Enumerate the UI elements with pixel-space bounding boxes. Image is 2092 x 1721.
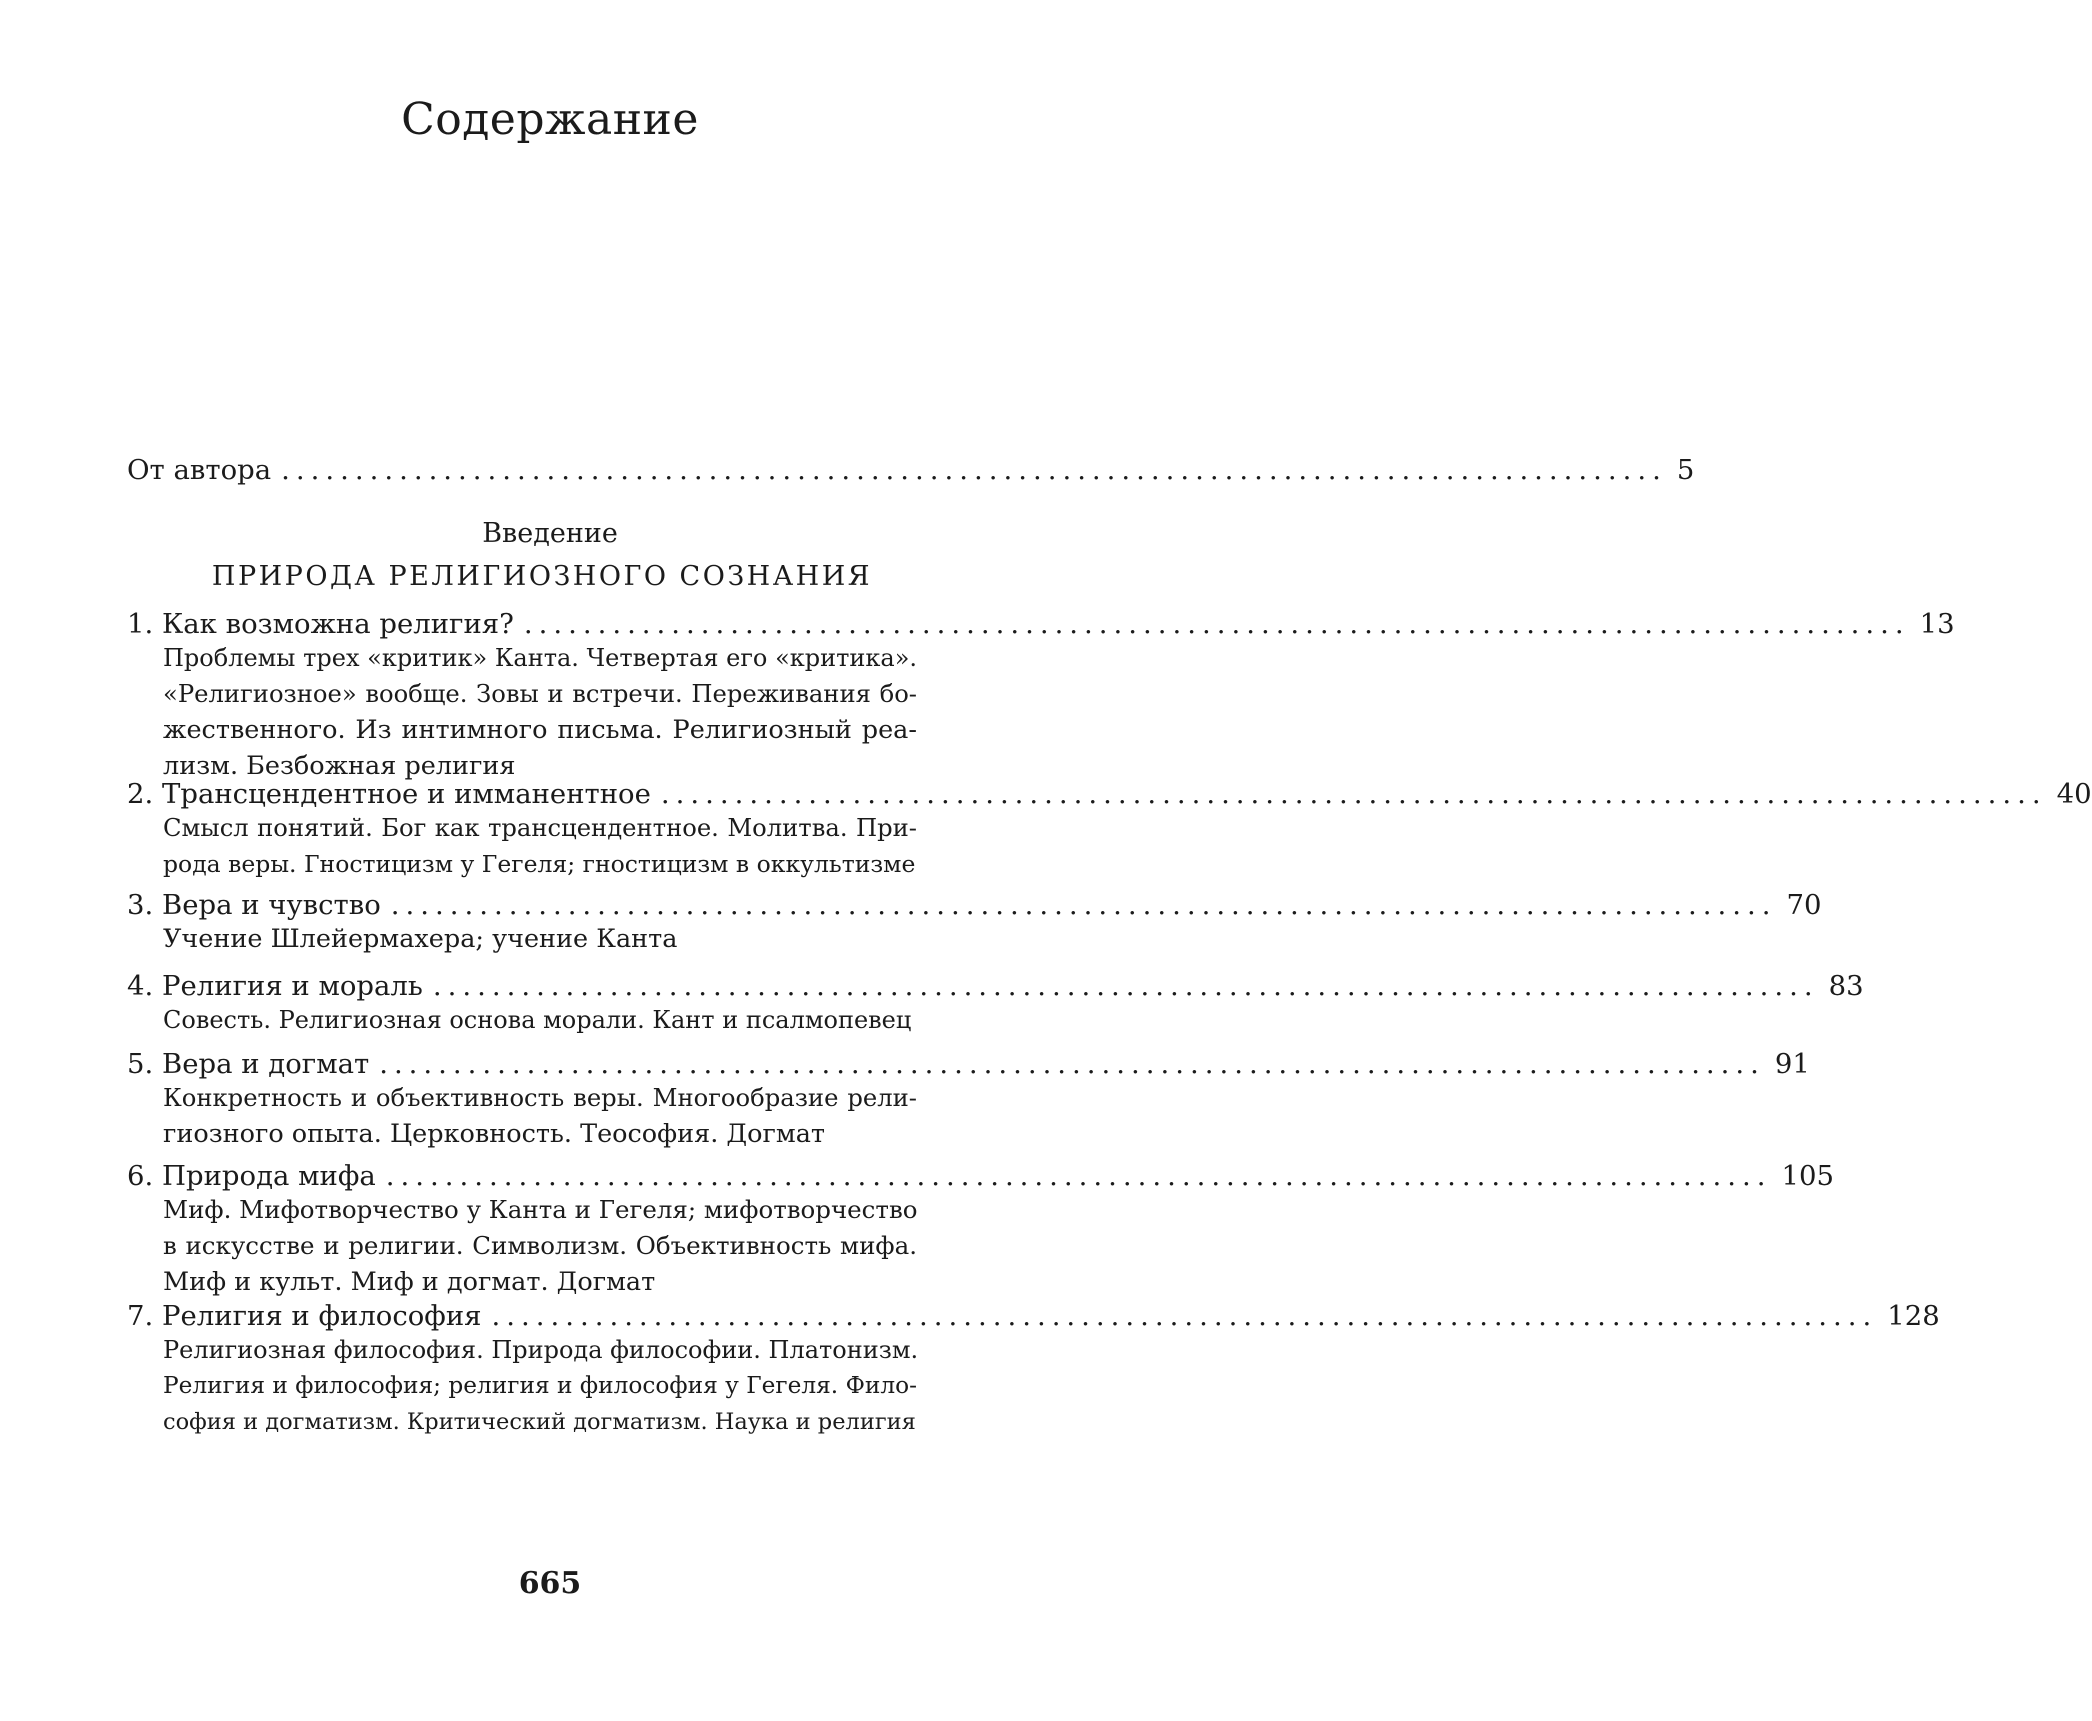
- toc-page-number: 40: [2056, 778, 2092, 810]
- toc-entry-chapter-3[interactable]: [127, 887, 1822, 923]
- toc-entry-chapter-4[interactable]: [127, 968, 1864, 1004]
- chapter-title: Религия и мораль: [162, 970, 423, 1002]
- chapter-description: [163, 640, 917, 784]
- chapter-title: Трансцендентное и имманентное: [162, 778, 651, 810]
- description-line: Учение Шлейермахера; учение Канта: [163, 924, 678, 954]
- leader-dots: ..............................................................................................: [432, 970, 1819, 1002]
- toc-entry-chapter-6[interactable]: [127, 1158, 1834, 1194]
- toc-page-number: 5: [1676, 454, 1695, 486]
- description-line: Религиозная философия. Природа философии. Платонизм.: [163, 1336, 919, 1364]
- description-line: гиозного опыта. Церковность. Теософия. Догмат: [163, 1119, 826, 1149]
- leader-dots: ..............................................................................................: [523, 608, 1910, 640]
- chapter-number: 2.: [127, 778, 154, 810]
- chapter-title: Религия и философия: [162, 1300, 482, 1332]
- description-line: Совесть. Религиозная основа морали. Кант и псалмопевец: [163, 1006, 912, 1034]
- description-line: Религия и философия; религия и философия у Гегеля. Фило-: [163, 1372, 917, 1399]
- toc-page-number: 128: [1887, 1300, 1940, 1332]
- toc-entry-label: От автора: [127, 454, 272, 486]
- toc-page-number: 105: [1781, 1160, 1834, 1192]
- chapter-description: [163, 1080, 917, 1152]
- chapter-title: Природа мифа: [162, 1160, 376, 1192]
- toc-entry-chapter-7[interactable]: [127, 1298, 1940, 1334]
- toc-entry-chapter-5[interactable]: [127, 1046, 1810, 1082]
- chapter-description: [163, 921, 917, 957]
- description-line: Смысл понятий. Бог как трансцендентное. Молитва. При-: [163, 813, 917, 842]
- toc-page-number: 91: [1774, 1048, 1810, 1080]
- description-line: лизм. Безбожная религия: [163, 751, 516, 781]
- toc-entry-chapter-1[interactable]: [127, 606, 1955, 642]
- toc-page-number: 70: [1786, 889, 1822, 921]
- toc-page-number: 83: [1828, 970, 1864, 1002]
- description-line: Проблемы трех «критик» Канта. Четвертая его «критика».: [163, 644, 917, 672]
- toc-entry-chapter-2[interactable]: [127, 776, 2092, 812]
- chapter-description: [163, 1192, 917, 1300]
- description-line: софия и догматизм. Критический догматизм. Наука и религия: [163, 1409, 916, 1435]
- chapter-number: 4.: [127, 970, 154, 1002]
- description-line: Миф и культ. Миф и догмат. Догмат: [163, 1267, 656, 1297]
- section-heading: Введение: [482, 518, 618, 549]
- chapter-description: [163, 1002, 917, 1038]
- description-line: Конкретность и объективность веры. Многообразие рели-: [163, 1083, 917, 1112]
- description-line: жественного. Из интимного письма. Религиозный реа-: [163, 715, 917, 745]
- toc-entry-author[interactable]: [127, 452, 1695, 488]
- chapter-number: 5.: [127, 1048, 154, 1080]
- chapter-number: 3.: [127, 889, 154, 921]
- leader-dots: ..............................................................................................: [390, 889, 1777, 921]
- chapter-title: Вера и догмат: [162, 1048, 370, 1080]
- leader-dots: ..............................................................................................: [491, 1300, 1878, 1332]
- page-number-folio: 665: [518, 1566, 582, 1601]
- page-title: Содержание: [401, 94, 699, 145]
- chapter-title: Как возможна религия?: [162, 608, 514, 640]
- chapter-number: 1.: [127, 608, 154, 640]
- chapter-description: [163, 810, 917, 882]
- toc-page-number: 13: [1919, 608, 1955, 640]
- leader-dots: ..............................................................................................: [660, 778, 2047, 810]
- description-line: «Религиозное» вообще. Зовы и встречи. Переживания бо-: [163, 679, 917, 708]
- leader-dots: ..............................................................................................: [385, 1160, 1772, 1192]
- leader-dots: ..............................................................................................: [379, 1048, 1765, 1080]
- chapter-description: [163, 1332, 917, 1440]
- description-line: рода веры. Гностицизм у Гегеля; гностицизм в оккультизме: [163, 850, 916, 878]
- chapter-title: Вера и чувство: [162, 889, 381, 921]
- chapter-number: 6.: [127, 1160, 154, 1192]
- description-line: Миф. Мифотворчество у Канта и Гегеля; мифотворчество: [163, 1195, 918, 1224]
- chapter-number: 7.: [127, 1300, 154, 1332]
- description-line: в искусстве и религии. Символизм. Объективность мифа.: [163, 1231, 917, 1260]
- section-title: ПРИРОДА РЕЛИГИОЗНОГО СОЗНАНИЯ: [211, 561, 873, 592]
- leader-dots: ..............................................................................................: [281, 454, 1667, 486]
